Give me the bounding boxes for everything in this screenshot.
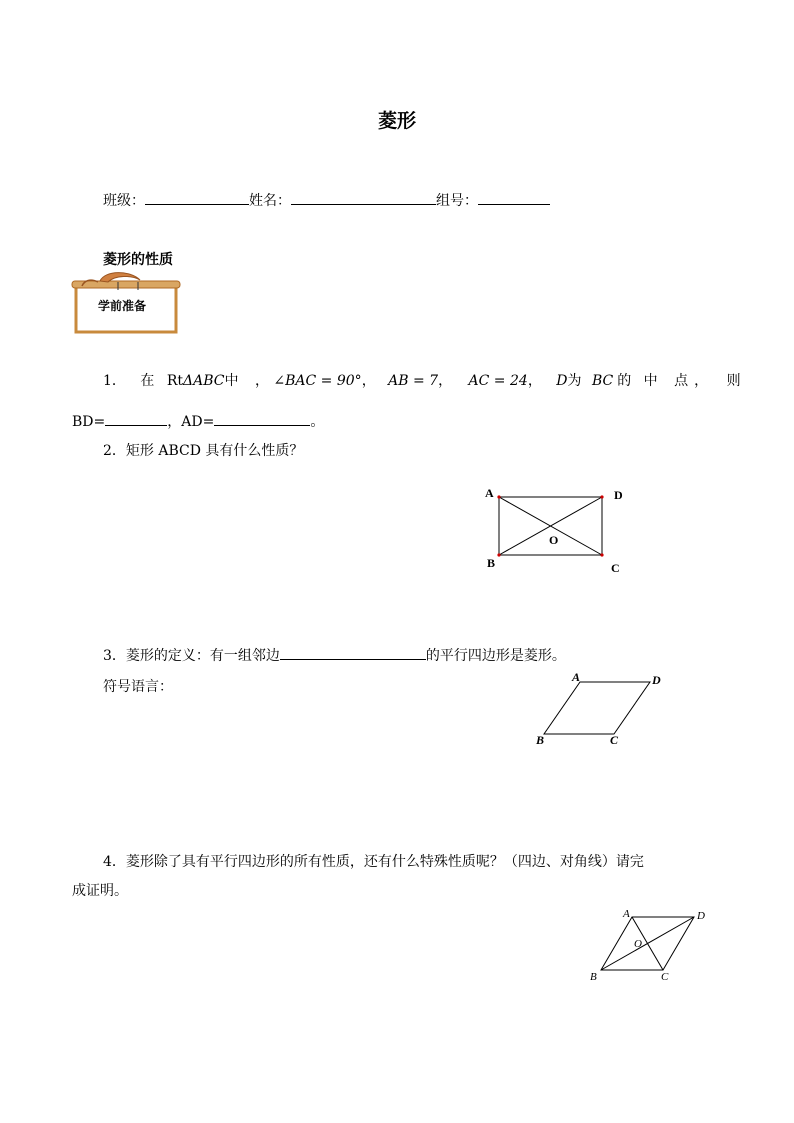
name-blank[interactable] — [291, 190, 436, 205]
rect-label-c: C — [611, 561, 620, 575]
q1-angle: ∠BAC = 90° — [273, 373, 362, 389]
para-label-d: D — [652, 673, 661, 687]
ad-blank[interactable] — [214, 411, 310, 426]
symbol-language-label: 符号语言： — [103, 679, 173, 695]
class-blank[interactable] — [145, 190, 249, 205]
rect-label-o: O — [549, 533, 559, 547]
q3-pre: 3．菱形的定义：有一组邻边 — [103, 648, 280, 664]
q1-rt: Rt — [166, 373, 183, 389]
group-blank[interactable] — [478, 190, 550, 205]
q1-end: 。 — [310, 414, 325, 430]
student-info-row — [103, 190, 550, 210]
rect-label-b: B — [487, 556, 496, 570]
banner-label: 学前准备 — [98, 299, 147, 313]
group-label: 组号： — [436, 193, 478, 209]
q1-bc: BC — [591, 373, 614, 389]
class-label: 班级： — [103, 193, 145, 209]
rhombus-label-c: C — [661, 971, 669, 983]
q1-number: 1． — [103, 373, 126, 389]
page-title: 菱形 — [377, 110, 416, 132]
question-1-line-2 — [72, 411, 324, 431]
question-1-line-1: 1． 在 RtΔABC中 ， ∠BAC = 90°， AB = 7， AC = 24， D为 BC 的 中 点， 则 — [103, 373, 741, 389]
para-label-a: A — [572, 670, 581, 684]
q1-wei: 为 — [567, 373, 582, 389]
q1-de: 的 — [617, 373, 632, 389]
q1-ze: 则 — [726, 373, 741, 389]
parallelogram-figure — [530, 668, 670, 750]
rectangle-figure — [478, 482, 628, 582]
name-label: 姓名： — [249, 193, 291, 209]
q1-ad-label: ，AD= — [167, 414, 215, 430]
q1-ab: AB = 7 — [388, 373, 439, 389]
rhombus-figure — [582, 904, 722, 988]
q1-at: 在 — [140, 373, 155, 389]
question-4-line-2: 成证明。 — [72, 883, 128, 899]
rhombus-label-d: D — [697, 910, 705, 922]
rhombus-label-o: O — [634, 938, 642, 950]
q1-triangle: ΔABC — [183, 373, 225, 389]
question-3 — [103, 645, 566, 665]
q1-bd-label: BD= — [72, 414, 106, 430]
q1-zhongdian: 中 点 — [643, 373, 695, 389]
question-2: 2．矩形 ABCD 具有什么性质？ — [103, 443, 304, 459]
q3-post: 的平行四边形是菱形。 — [425, 648, 566, 664]
rect-label-d: D — [614, 488, 623, 502]
section-title: 菱形的性质 — [103, 252, 173, 268]
rect-label-a: A — [485, 486, 494, 500]
q1-d: D — [556, 373, 568, 389]
bd-blank[interactable] — [105, 411, 167, 426]
q1-zhong: 中 — [224, 373, 239, 389]
q3-blank[interactable] — [280, 645, 426, 660]
rhombus-label-a: A — [623, 908, 630, 920]
question-4-line-1: 4．菱形除了具有平行四边形的所有性质，还有什么特殊性质呢？（四边、对角线）请完 — [103, 854, 644, 870]
para-label-b: B — [536, 733, 545, 747]
para-label-c: C — [610, 733, 619, 747]
q1-ac: AC = 24 — [468, 373, 528, 389]
rhombus-label-b: B — [590, 971, 597, 983]
